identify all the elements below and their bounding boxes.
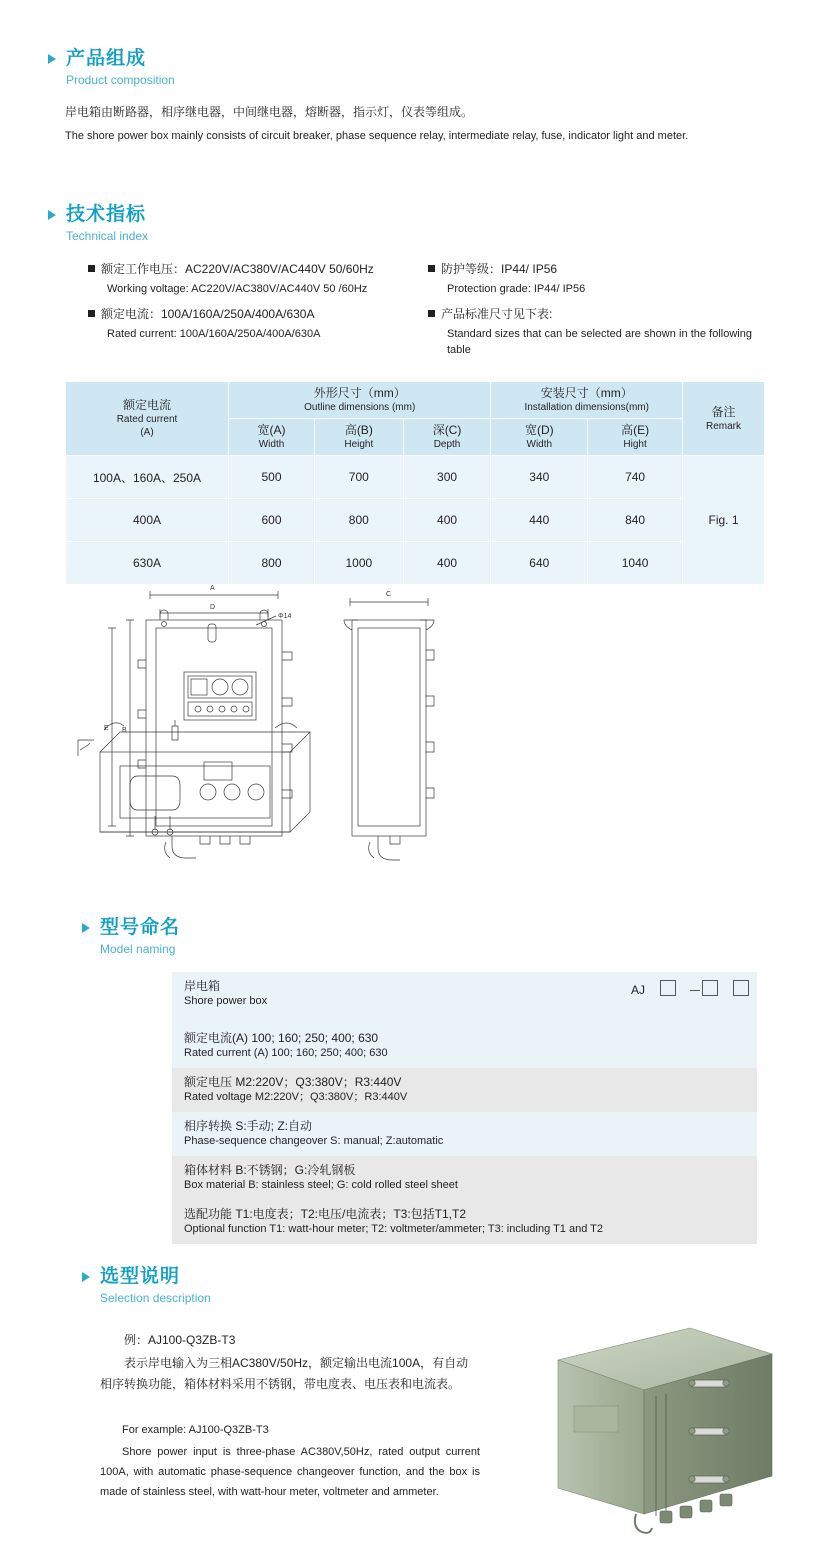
section-title-en: Selection description [100,1291,211,1305]
row-label-en: Rated voltage M2:220V；Q3:380V；R3:440V [184,1091,408,1103]
row-label-cn: 额定电流(A) 100; 160; 250; 400; 630 [184,1031,379,1045]
technical-drawing [60,580,770,870]
section-title-cn: 型号命名 [100,917,181,938]
triangle-bullet-icon [48,210,56,220]
row-label-en: Box material B: stainless steel; G: cold rolled steel sheet [184,1179,458,1191]
cell-current: 630A [66,542,229,585]
svg-text:Φ14: Φ14 [278,613,292,620]
cell-width-d: 340 [491,456,588,499]
cell-width-a: 500 [229,456,315,499]
triangle-bullet-icon [82,1272,90,1282]
section-heading-model-naming [82,917,180,957]
square-bullet-icon [88,310,95,317]
model-naming-table [172,972,757,1244]
drawing-svg [60,580,770,870]
tech-item-voltage-cn: 额定工作电压：AC220V/AC380V/AC440V 50/60Hz [88,260,374,278]
selection-body-cn [100,1330,480,1397]
section-title-cn: 产品组成 [66,48,147,69]
th-sub-width-a: 宽(A) Width [229,419,315,456]
section-title-cn: 选型说明 [100,1266,181,1287]
square-bullet-icon [428,265,435,272]
selection-body-en [100,1420,480,1504]
model-row-shore-power-box [172,972,757,1024]
row-label-en: Shore power box [184,995,268,1007]
cell-remark: Fig. 1 [683,456,765,585]
svg-text:C: C [386,591,392,598]
table-row [66,456,765,499]
table-row [66,499,765,542]
product-photo-svg [540,1318,790,1548]
row-label-en: Phase-sequence changeover S: manual; Z:automatic [184,1135,444,1147]
th-outline-dimensions: 外形尺寸（mm） Outline dimensions (mm) [229,382,491,419]
triangle-bullet-icon [48,54,56,64]
code-dash [690,990,700,991]
cell-height-e: 1040 [588,542,683,585]
table-header [66,382,765,456]
tech-item-protection-en: Protection grade: IP44/ IP56 [447,283,586,295]
triangle-bullet-icon [82,923,90,933]
tech-item-sizes-en: Standard sizes that can be selected are shown in the following table [447,328,752,356]
model-code-prefix: AJ [630,983,645,997]
cell-height-b: 800 [315,499,404,542]
code-box-1 [660,980,676,996]
section-title-en: Product composition [66,73,175,87]
model-code-boxes [631,980,749,998]
model-row-rated-voltage [172,1068,757,1112]
model-row-rated-current [172,1024,757,1068]
tech-item-current-cn: 额定电流：100A/160A/250A/400A/630A [88,305,314,323]
table-body [66,456,765,585]
th-sub-height-b: 高(B) Height [315,419,404,456]
selection-description-cn: 表示岸电输入为三相AC380V/50Hz，额定输出电流100A，有自动相序转换功能，箱体材料采用不锈钢，带电度表、电压表和电流表。 [100,1356,469,1391]
square-bullet-icon [428,310,435,317]
row-label-cn: 额定电压 M2:220V；Q3:380V；R3:440V [184,1075,402,1089]
row-label-cn: 岸电箱 [184,979,221,993]
section-heading-technical-index [48,204,148,244]
cell-height-b: 1000 [315,542,404,585]
selection-example-cn: 例：AJ100-Q3ZB-T3 [124,1333,236,1347]
section-title-en: Model naming [100,942,176,956]
cell-height-e: 740 [588,456,683,499]
cell-height-b: 700 [315,456,404,499]
cell-width-d: 440 [491,499,588,542]
row-label-cn: 箱体材料 B:不锈钢；G:冷轧钢板 [184,1163,356,1177]
svg-text:D: D [210,604,216,611]
section-title-en: Technical index [66,229,149,243]
svg-text:E: E [104,725,109,732]
tech-item-protection-cn: 防护等级：IP44/ IP56 [428,260,557,278]
product-composition-body-en: The shore power box mainly consists of circuit breaker, phase sequence relay, intermediate relay, fuse, indicator light and meter. [65,130,689,142]
section-heading-product-composition [48,48,175,88]
th-sub-height-e: 高(E) Hight [588,419,683,456]
row-label-cn: 选配功能 T1:电度表；T2:电压/电流表；T3:包括T1,T2 [184,1207,467,1221]
row-label-en: Rated current (A) 100; 160; 250; 400; 630 [184,1047,388,1059]
section-heading-selection [82,1266,211,1306]
tech-item-current-en: Rated current: 100A/160A/250A/400A/630A [107,328,321,340]
cell-depth-c: 400 [403,499,491,542]
th-installation-dimensions: 安装尺寸（mm） Installation dimensions(mm) [491,382,683,419]
th-rated-current: 额定电流 Rated current (A) [66,382,229,456]
model-row-box-material [172,1156,757,1200]
svg-text:B: B [122,727,127,734]
product-photo [540,1318,790,1548]
cell-width-a: 600 [229,499,315,542]
cell-height-e: 840 [588,499,683,542]
code-box-3 [733,980,749,996]
square-bullet-icon [88,265,95,272]
cell-current: 100A、160A、250A [66,456,229,499]
row-label-cn: 相序转换 S:手动; Z:自动 [184,1119,313,1133]
cell-width-a: 800 [229,542,315,585]
th-remark: 备注 Remark [683,382,765,456]
cell-current: 400A [66,499,229,542]
svg-text:A: A [210,585,215,592]
selection-description-en: Shore power input is three-phase AC380V,50Hz, rated output current 100A, with automatic phase-sequence changeover function, and the box is made of stainless steel, with watt-hour meter, voltmeter and ammeter. [100,1446,480,1498]
selection-example-en: For example: AJ100-Q3ZB-T3 [122,1424,269,1436]
tech-item-sizes-cn: 产品标准尺寸见下表: [428,305,552,323]
row-label-en: Optional function T1: watt-hour meter; T2: voltmeter/ammeter; T3: including T1 and T2 [184,1223,604,1235]
model-row-phase-changeover [172,1112,757,1156]
th-sub-width-d: 宽(D) Width [491,419,588,456]
th-sub-depth-c: 深(C) Depth [403,419,491,456]
tech-item-voltage-en: Working voltage: AC220V/AC380V/AC440V 50 /60Hz [107,283,368,295]
product-composition-body-cn: 岸电箱由断路器，相序继电器，中间继电器，熔断器，指示灯，仪表等组成。 [65,105,474,119]
cell-depth-c: 400 [403,542,491,585]
section-title-cn: 技术指标 [66,204,147,225]
cell-width-d: 640 [491,542,588,585]
code-box-2 [702,980,718,996]
model-row-optional-function [172,1200,757,1244]
cell-depth-c: 300 [403,456,491,499]
table-row [66,542,765,585]
specification-table [65,381,765,585]
